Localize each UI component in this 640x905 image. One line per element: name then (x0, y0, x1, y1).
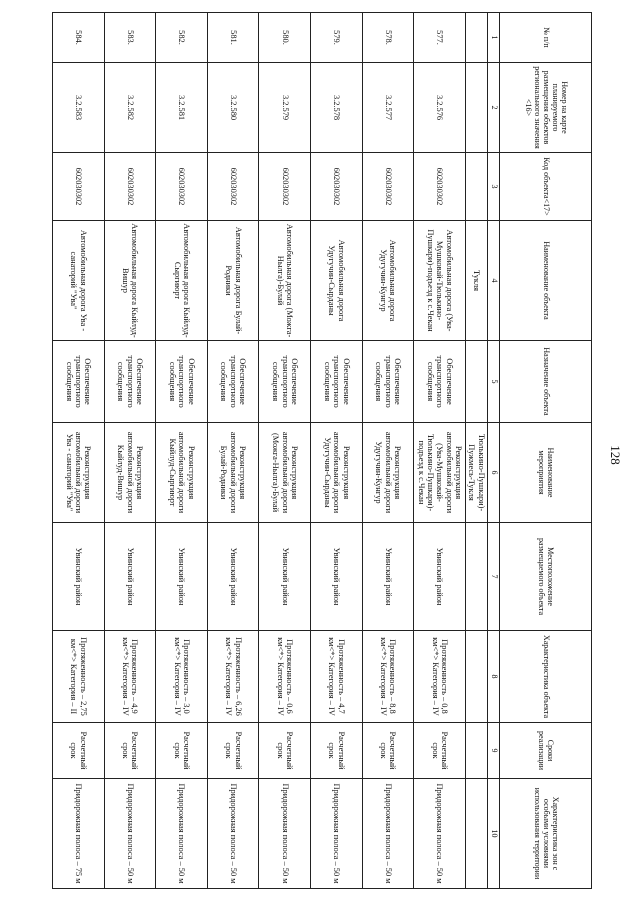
row-number: 584. (53, 13, 105, 63)
implementation-term: Расчетный срок (156, 723, 208, 779)
map-number: 3.2.578 (311, 63, 363, 153)
header-cell: Сроки реализации (500, 723, 592, 779)
object-location: Увинский район (104, 523, 156, 631)
implementation-term: Расчетный срок (259, 723, 311, 779)
continuation-activity: Тюлькино-Пушкари)-Пужмесь-Тукля (465, 423, 487, 523)
continuation-name: Тукля (465, 221, 487, 341)
header-row (500, 13, 592, 889)
column-number: 3 (488, 153, 500, 221)
object-location: Увинский район (156, 523, 208, 631)
column-number: 1 (488, 13, 500, 63)
row-number: 583. (104, 13, 156, 63)
object-location: Увинский район (53, 523, 105, 631)
object-location: Увинский район (414, 523, 466, 631)
row-number: 579. (311, 13, 363, 63)
object-code: 602030302 (414, 153, 466, 221)
row-number: 582. (156, 13, 208, 63)
row-number: 577. (414, 13, 466, 63)
table-row (311, 13, 363, 889)
object-characteristic: Протяженность – 4,7 км<*> Категория – IV (311, 631, 363, 723)
implementation-term: Расчетный срок (104, 723, 156, 779)
header-cell: Характеристика зон с особыми условиями использования территории (500, 779, 592, 889)
object-code: 602030302 (207, 153, 259, 221)
header-cell: № п/п (500, 13, 592, 63)
map-number: 3.2.580 (207, 63, 259, 153)
object-name: Автомобильная дорога (Ува-Мушковай-Тюлькино-Пушкари)-подъезд к с.Чекан (414, 221, 466, 341)
object-characteristic: Протяженность – 0,8 км<*> Категория – IV (414, 631, 466, 723)
object-name: Автомобильная дорога Булай-Родники (207, 221, 259, 341)
object-purpose: Обеспечение транспортного сообщения (53, 341, 105, 423)
implementation-term: Расчетный срок (53, 723, 105, 779)
activity-name: Реконструкция автомобильной дороги Удугучин-Сырданы (311, 423, 363, 523)
object-purpose: Обеспечение транспортного сообщения (156, 341, 208, 423)
header-cell: Наименование объекта (500, 221, 592, 341)
page-number: 128 (608, 445, 623, 465)
header-cell: Наименование мероприятия (500, 423, 592, 523)
object-characteristic: Протяженность – 4,9 км<*> Категория – IV (104, 631, 156, 723)
object-characteristic: Протяженность – 3,0 км<*> Категория – IV (156, 631, 208, 723)
zone-characteristic: Придорожная полоса – 75 м (53, 779, 105, 889)
object-code: 602030302 (362, 153, 414, 221)
object-code: 602030302 (104, 153, 156, 221)
activity-name: Реконструкция автомобильной дороги Кыйлуд-Сыргиюрт (156, 423, 208, 523)
column-number: 6 (488, 423, 500, 523)
object-location: Увинский район (362, 523, 414, 631)
map-number: 3.2.583 (53, 63, 105, 153)
activity-name: Реконструкция автомобильной дороги Удугучин-Кунгур (362, 423, 414, 523)
object-purpose: Обеспечение транспортного сообщения (207, 341, 259, 423)
column-number: 5 (488, 341, 500, 423)
object-purpose: Обеспечение транспортного сообщения (104, 341, 156, 423)
row-number: 578. (362, 13, 414, 63)
row-number: 581. (207, 13, 259, 63)
object-code: 602030302 (156, 153, 208, 221)
zone-characteristic: Придорожная полоса – 50 м (414, 779, 466, 889)
implementation-term: Расчетный срок (207, 723, 259, 779)
column-number: 2 (488, 63, 500, 153)
header-cell: Номер на карте планируемого размещения объектов регионального значения <16> (500, 63, 592, 153)
header-cell: Местоположение размещаемого объекта (500, 523, 592, 631)
object-location: Увинский район (259, 523, 311, 631)
header-cell: Код объекта<17> (500, 153, 592, 221)
object-code: 602030302 (311, 153, 363, 221)
column-number: 8 (488, 631, 500, 723)
zone-characteristic: Придорожная полоса – 50 м (311, 779, 363, 889)
object-name: Автомобильная дорога Кыйлуд-Вишур (104, 221, 156, 341)
table-row (207, 13, 259, 889)
zone-characteristic: Придорожная полоса – 50 м (362, 779, 414, 889)
implementation-term: Расчетный срок (311, 723, 363, 779)
object-name: Автомобильная дорога Ува - санаторий "Ува" (53, 221, 105, 341)
map-number: 3.2.577 (362, 63, 414, 153)
header-cell: Назначение объекта (500, 341, 592, 423)
object-characteristic: Протяженность – 2,75 км<*> Категория – II (53, 631, 105, 723)
implementation-term: Расчетный срок (362, 723, 414, 779)
activity-name: Реконструкция автомобильной дороги (Ува-Мушковай-Тюлькино-Пушкари)-подъезд к с.Чекан (414, 423, 466, 523)
object-name: Автомобильная дорога Кыйлуд-Сыргиюрт (156, 221, 208, 341)
activity-name: Реконструкция автомобильной дороги (Можга-Нылга)-Булай (259, 423, 311, 523)
objects-table (52, 12, 592, 889)
table-row (259, 13, 311, 889)
table-row (53, 13, 105, 889)
zone-characteristic: Придорожная полоса – 50 м (207, 779, 259, 889)
map-number: 3.2.579 (259, 63, 311, 153)
activity-name: Реконструкция автомобильной дороги Булай-Родники (207, 423, 259, 523)
object-name: Автомобильная дорога (Можга-Нылга)-Булай (259, 221, 311, 341)
implementation-term: Расчетный срок (414, 723, 466, 779)
row-number: 580. (259, 13, 311, 63)
column-number: 4 (488, 221, 500, 341)
object-location: Увинский район (311, 523, 363, 631)
document-table-rotated (52, 12, 592, 888)
zone-characteristic: Придорожная полоса – 50 м (259, 779, 311, 889)
object-characteristic: Протяженность – 8,8 км<*> Категория – IV (362, 631, 414, 723)
column-number: 7 (488, 523, 500, 631)
activity-name: Реконструкция автомобильной дороги Кыйлуд-Вишур (104, 423, 156, 523)
object-purpose: Обеспечение транспортного сообщения (362, 341, 414, 423)
object-purpose: Обеспечение транспортного сообщения (414, 341, 466, 423)
map-number: 3.2.576 (414, 63, 466, 153)
map-number: 3.2.582 (104, 63, 156, 153)
continuation-row (465, 13, 487, 889)
object-purpose: Обеспечение транспортного сообщения (259, 341, 311, 423)
column-number: 10 (488, 779, 500, 889)
header-cell: Характеристика объекта (500, 631, 592, 723)
object-name: Автомобильная дорога Удугучин-Сырданы (311, 221, 363, 341)
object-code: 602030302 (53, 153, 105, 221)
object-characteristic: Протяженность – 0,6 км<*> Категория – IV (259, 631, 311, 723)
table-row (156, 13, 208, 889)
object-name: Автомобильная дорога Удугучин-Кунгур (362, 221, 414, 341)
table-row (414, 13, 466, 889)
activity-name: Реконструкция автомобильной дороги Ува - санаторий "Ува" (53, 423, 105, 523)
map-number: 3.2.581 (156, 63, 208, 153)
object-purpose: Обеспечение транспортного сообщения (311, 341, 363, 423)
column-number-row (488, 13, 500, 889)
object-characteristic: Протяженность – 6,26 км<*> Категория – IV (207, 631, 259, 723)
object-code: 602030302 (259, 153, 311, 221)
object-location: Увинский район (207, 523, 259, 631)
zone-characteristic: Придорожная полоса – 50 м (104, 779, 156, 889)
table-row (362, 13, 414, 889)
zone-characteristic: Придорожная полоса – 50 м (156, 779, 208, 889)
column-number: 9 (488, 723, 500, 779)
table-row (104, 13, 156, 889)
